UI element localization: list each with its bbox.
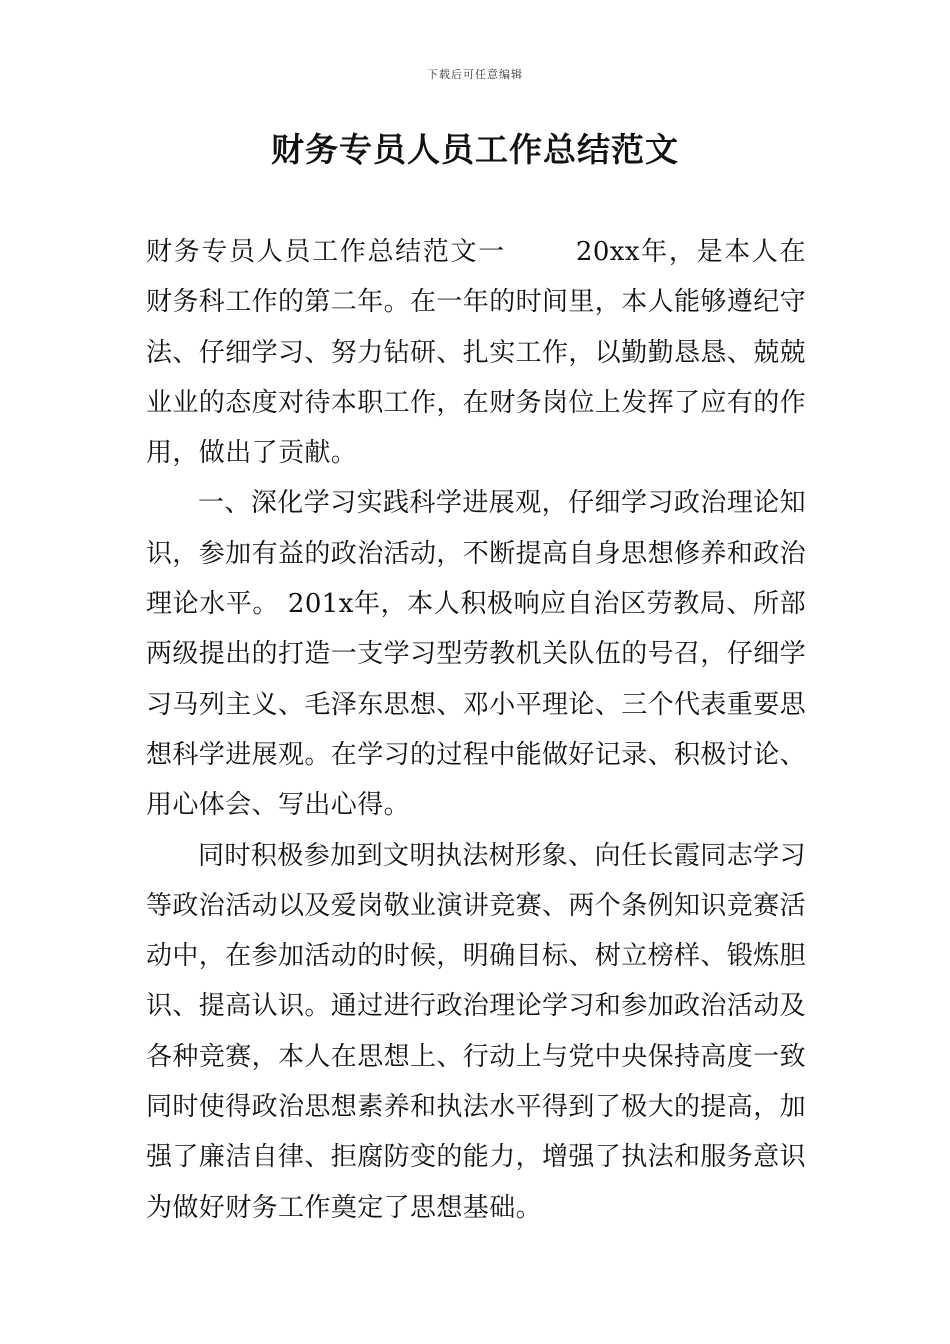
paragraph-1 bbox=[146, 227, 806, 478]
document-body bbox=[146, 227, 806, 1233]
paragraph-1-lead: 财务专员人员工作总结范文一 bbox=[146, 237, 506, 267]
paragraph-1-text: 20xx年，是本人在财务科工作的第二年。在一年的时间里，本人能够遵纪守法、仔细学习、努力钻研、扎实工作，以勤勤恳恳、兢兢业业的态度对待本职工作，在财务岗位上发挥了应有的作用，做出了贡献。 bbox=[146, 237, 807, 469]
document-title: 财务专员人员工作总结范文 bbox=[271, 130, 679, 169]
header-note: 下载后可任意编辑 bbox=[427, 68, 523, 81]
paragraph-2: 一、深化学习实践科学进展观，仔细学习政治理论知识，参加有益的政治活动，不断提高自身思想修养和政治理论水平。 201x年，本人积极响应自治区劳教局、所部两级提出的打造一支学习型劳教机关队伍的号召，仔细学习马列主义、毛泽东思想、邓小平理论、三个代表重要思想科学进展观。在学习的过程中能做好记录、积极讨论、用心体会、写出心得。 bbox=[146, 488, 807, 821]
paragraph-3: 同时积极参加到文明执法树形象、向任长霞同志学习等政治活动以及爱岗敬业演讲竞赛、两个条例知识竞赛活动中，在参加活动的时候，明确目标、树立榜样、锻炼胆识、提高认识。通过进行政治理论学习和参加政治活动及各种竞赛，本人在思想上、行动上与党中央保持高度一致同时使得政治思想素养和执法水平得到了极大的提高，加强了廉洁自律、拒腐防变的能力，增强了执法和服务意识为做好财务工作奠定了思想基础。 bbox=[146, 840, 807, 1223]
